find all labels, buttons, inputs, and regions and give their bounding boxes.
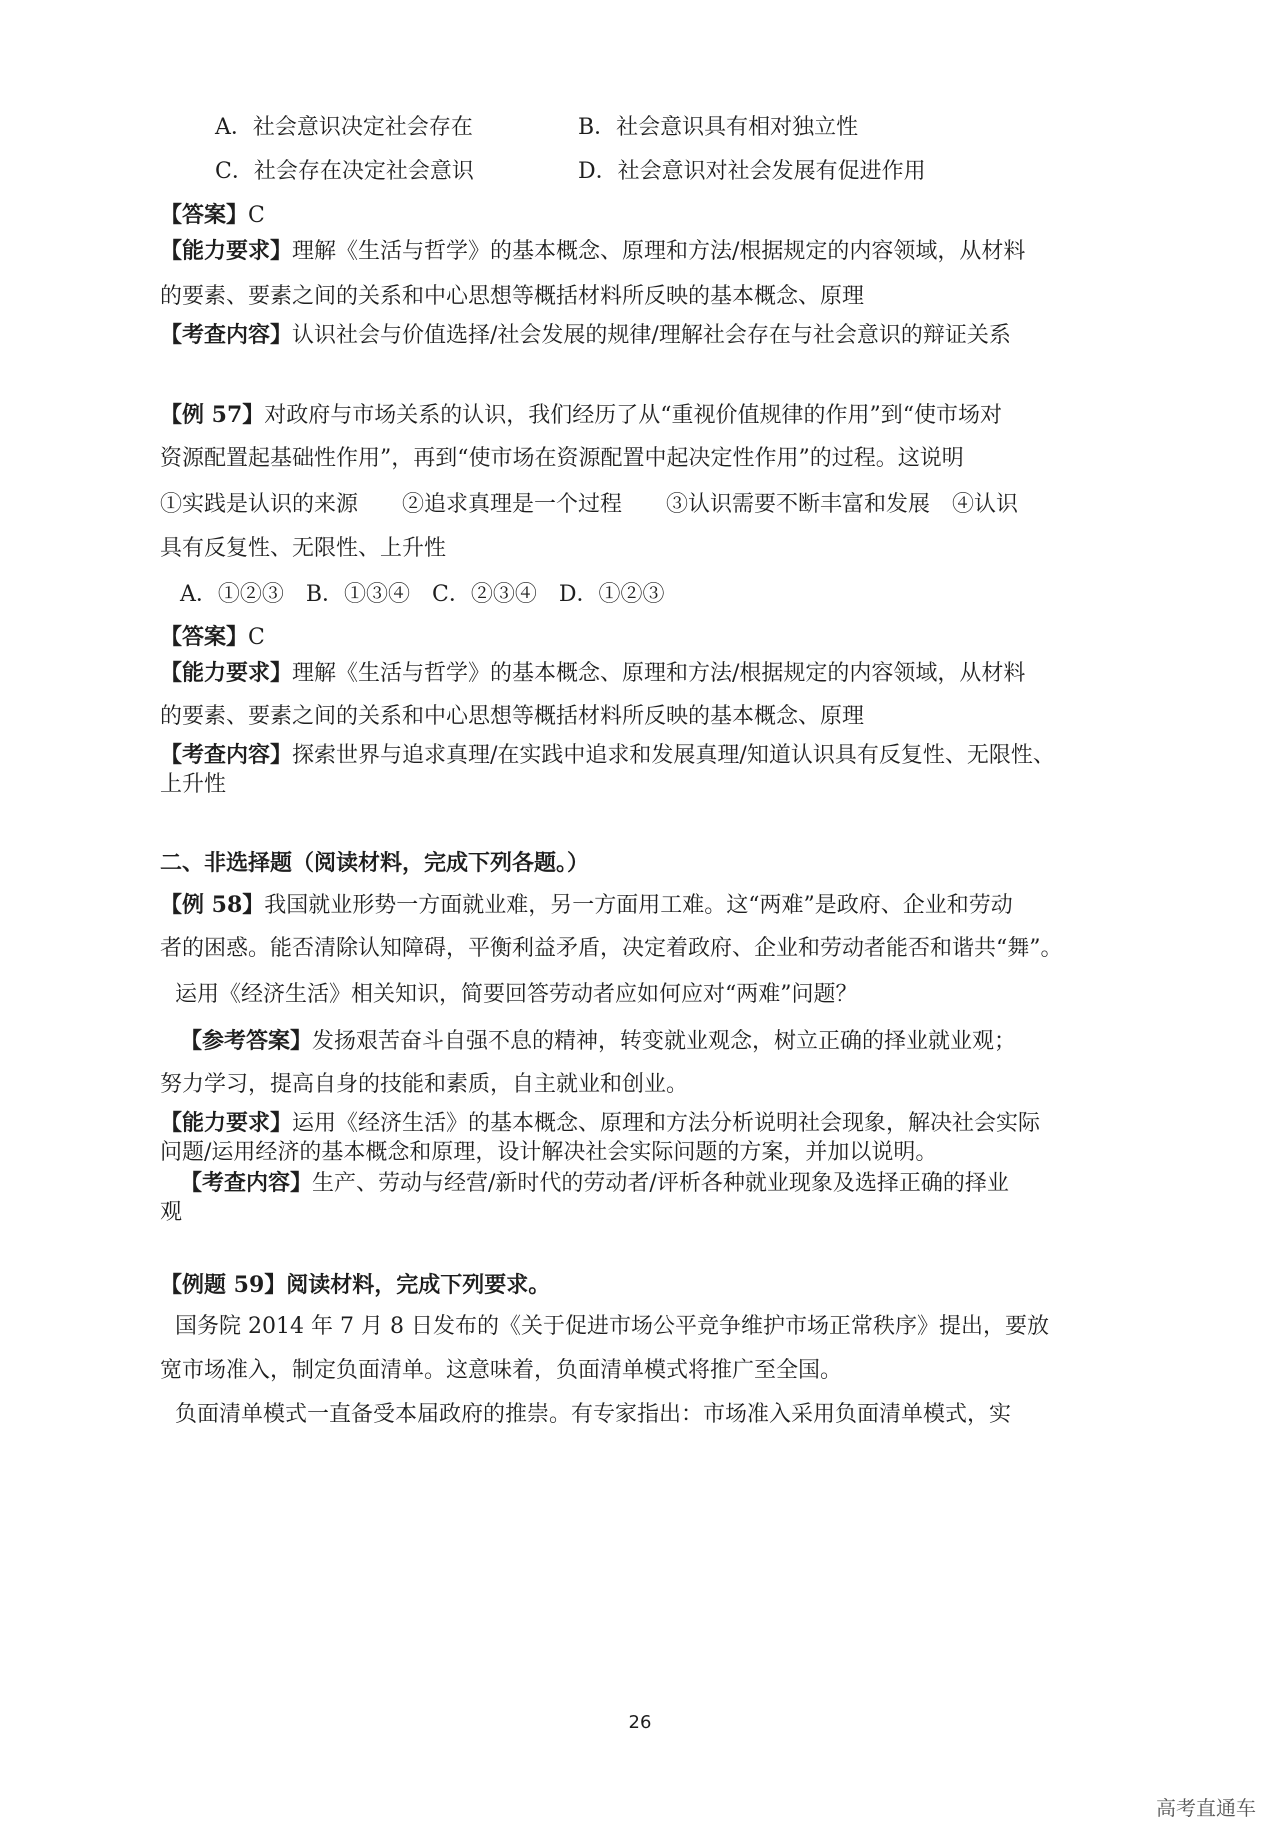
option-a: A．社会意识决定社会存在: [215, 115, 473, 140]
example-58-stem-text: 我国就业形势一方面就业难，另一方面用工难。这“两难”是政府、企业和劳动: [264, 893, 1013, 918]
ability-line: [160, 658, 1025, 689]
option-d: D．社会意识对社会发展有促进作用: [578, 159, 926, 184]
ability-text-cont: 的要素、要素之间的关系和中心思想等概括材料所反映的基本概念、原理: [160, 704, 865, 729]
ability-label: 【能力要求】: [160, 238, 293, 264]
example-58-question: 运用《经济生活》相关知识，简要回答劳动者应如何应对“两难”问题？: [175, 982, 858, 1007]
answer-line: [160, 200, 265, 231]
answer-line: [160, 622, 265, 653]
ability-line: [160, 236, 1025, 267]
example-57-stem-cont: 资源配置起基础性作用”，再到“使市场在资源配置中起决定性作用”的过程。这说明: [160, 446, 964, 471]
example-57-stem: [160, 400, 1002, 431]
ability-line: [160, 1108, 1040, 1139]
content-label: 【考查内容】: [160, 742, 293, 768]
answer-value: C: [248, 625, 265, 650]
content-line: [160, 740, 1055, 771]
content-text: 探索世界与追求真理/在实践中追求和发展真理/知道认识具有反复性、无限性、: [292, 743, 1055, 768]
ability-text-cont: 的要素、要素之间的关系和中心思想等概括材料所反映的基本概念、原理: [160, 284, 865, 309]
example-57-options: A．①②③ B．①③④ C．②③④ D．①②③: [180, 582, 665, 607]
ability-text: 运用《经济生活》的基本概念、原理和方法分析说明社会现象，解决社会实际: [292, 1111, 1041, 1136]
example-57-items: ①实践是认识的来源 ②追求真理是一个过程 ③认识需要不断丰富和发展 ④认识: [160, 492, 1019, 517]
example-57-label: 【例 57】: [160, 402, 265, 428]
section-heading: 二、非选择题（阅读材料，完成下列各题。）: [160, 850, 590, 876]
example-59-heading: 【例题 59】阅读材料，完成下列要求。: [160, 1272, 551, 1298]
reference-answer-label: 【参考答案】: [180, 1028, 313, 1054]
content-line: [180, 1168, 1009, 1199]
answer-label: 【答案】: [160, 624, 249, 650]
option-b: B．社会意识具有相对独立性: [578, 115, 859, 140]
example-57-items-cont: 具有反复性、无限性、上升性: [160, 536, 447, 561]
example-57-stem-text: 对政府与市场关系的认识，我们经历了从“重视价值规律的作用”到“使市场对: [264, 403, 1003, 428]
ability-text: 理解《生活与哲学》的基本概念、原理和方法/根据规定的内容领域，从材料: [292, 239, 1026, 264]
example-59-para2: 负面清单模式一直备受本届政府的推崇。有专家指出：市场准入采用负面清单模式，实: [175, 1402, 1012, 1427]
content-text: 生产、劳动与经营/新时代的劳动者/评析各种就业现象及选择正确的择业: [312, 1171, 1009, 1196]
reference-answer-line: [180, 1026, 1016, 1057]
content-line: [160, 320, 1011, 351]
option-c: C．社会存在决定社会意识: [215, 159, 474, 184]
content-label: 【考查内容】: [160, 322, 293, 348]
reference-answer-cont: 努力学习，提高自身的技能和素质，自主就业和创业。: [160, 1072, 689, 1097]
content-text: 认识社会与价值选择/社会发展的规律/理解社会存在与社会意识的辩证关系: [292, 323, 1011, 348]
watermark: 高考直通车: [1156, 1796, 1256, 1820]
example-59-para1-cont: 宽市场准入，制定负面清单。这意味着，负面清单模式将推广至全国。: [160, 1358, 843, 1383]
content-text-cont: 观: [160, 1200, 183, 1225]
example-58-stem-cont: 者的困惑。能否清除认知障碍，平衡利益矛盾，决定着政府、企业和劳动者能否和谐共“舞”。: [160, 936, 1063, 961]
content-label: 【考查内容】: [180, 1170, 313, 1196]
content-text-cont: 上升性: [160, 772, 227, 797]
ability-label: 【能力要求】: [160, 660, 293, 686]
example-59-para1: 国务院 2014 年 7 月 8 日发布的《关于促进市场公平竞争维护市场正常秩序》提出，要放: [175, 1314, 1049, 1339]
ability-text-cont: 问题/运用经济的基本概念和原理，设计解决社会实际问题的方案，并加以说明。: [160, 1140, 938, 1165]
ability-text: 理解《生活与哲学》的基本概念、原理和方法/根据规定的内容领域，从材料: [292, 661, 1026, 686]
example-58-label: 【例 58】: [160, 892, 265, 918]
reference-answer-text: 发扬艰苦奋斗自强不息的精神，转变就业观念，树立正确的择业就业观；: [312, 1029, 1017, 1054]
answer-label: 【答案】: [160, 202, 249, 228]
answer-value: C: [248, 203, 265, 228]
ability-label: 【能力要求】: [160, 1110, 293, 1136]
page-number: 26: [628, 1712, 652, 1733]
example-58-stem: [160, 890, 1013, 921]
